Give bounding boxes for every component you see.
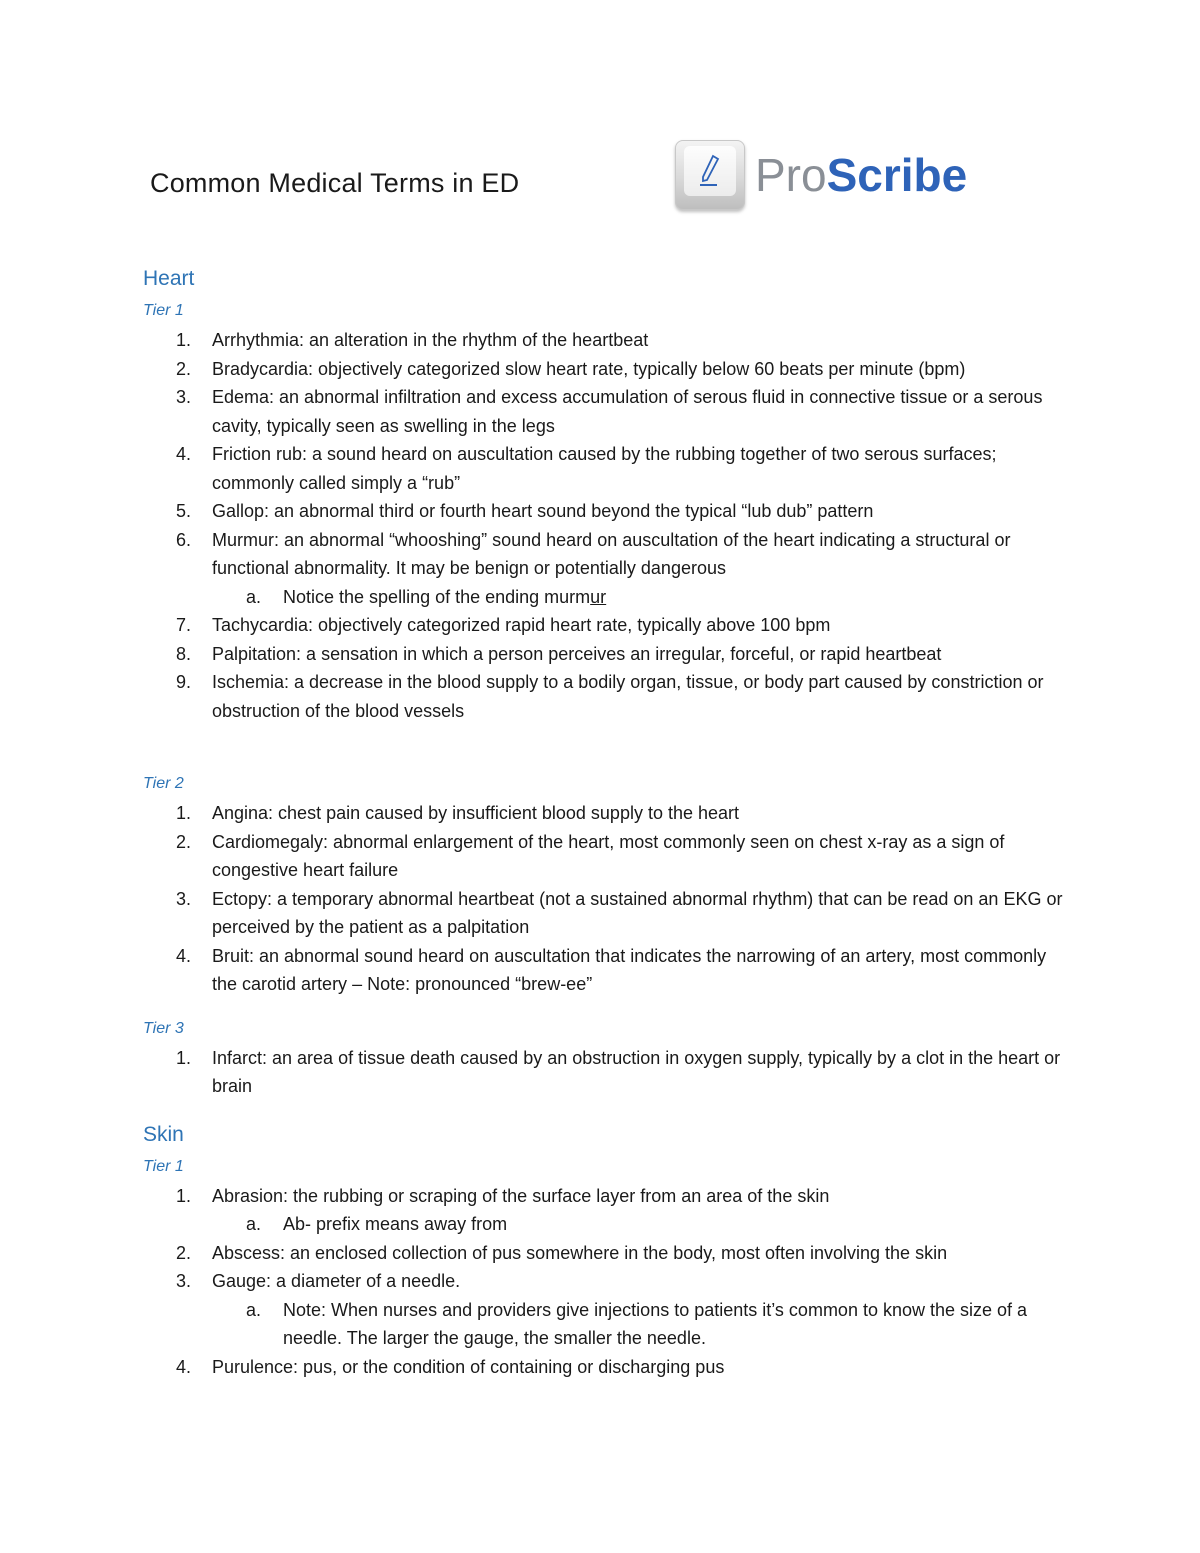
term-list	[143, 326, 1063, 725]
item-text: Gallop: an abnormal third or fourth heart sound beyond the typical “lub dub” pattern	[212, 501, 874, 521]
item-number: 2.	[176, 1242, 192, 1263]
list-item	[143, 526, 1063, 612]
list-item	[143, 1239, 1063, 1268]
pen-key-icon	[675, 140, 745, 210]
sub-item-text: Notice the spelling of the ending murm	[283, 586, 591, 607]
term-list	[143, 799, 1063, 999]
logo-scribe: Scribe	[826, 149, 968, 201]
sub-item-letter: a.	[246, 586, 262, 607]
item-number: 6.	[176, 529, 192, 550]
list-item	[143, 355, 1063, 384]
sub-item-letter: a.	[246, 1214, 262, 1234]
item-number: 8.	[176, 643, 192, 664]
logo-wordmark	[755, 150, 967, 200]
section-heading-heart: Heart	[143, 267, 195, 290]
item-number: 1.	[176, 803, 192, 823]
tier-label: Tier 1	[143, 302, 184, 319]
term-list	[143, 1182, 1063, 1382]
item-number: 4.	[176, 444, 192, 464]
item-number: 4.	[176, 945, 192, 966]
sub-item-text: Ab- prefix means away from	[283, 1214, 508, 1234]
sub-list	[212, 1296, 1063, 1353]
tier-label: Tier 2	[143, 775, 184, 792]
item-text: Ischemia: a decrease in the blood supply to a bodily organ, tissue, or body part caused by constriction or obstruction of the blood vessels	[212, 672, 1044, 721]
item-text: Palpitation: a sensation in which a person perceives an irregular, forceful, or rapid heartbeat	[212, 643, 942, 664]
sub-list-item	[143, 583, 1063, 612]
list-item	[143, 1044, 1063, 1101]
document-header	[150, 140, 1050, 220]
tier-label: Tier 1	[143, 1157, 184, 1175]
list-item	[143, 640, 1063, 669]
item-number: 2.	[176, 358, 192, 379]
item-text: Cardiomegaly: abnormal enlargement of the heart, most commonly seen on chest x-ray as a sign of congestive heart failure	[212, 831, 1005, 880]
item-text: Infarct: an area of tissue death caused by an obstruction in oxygen supply, typically by a clot in the heart or brain	[212, 1047, 1061, 1096]
item-text: Bruit: an abnormal sound heard on auscultation that indicates the narrowing of an artery, most commonly the carotid artery – Note: pronounced “brew-ee”	[212, 945, 1047, 994]
sub-item-text: Note: When nurses and providers give injections to patients it’s common to know the size of a needle. The larger the gauge, the smaller the needle.	[283, 1299, 1028, 1348]
item-text: Murmur: an abnormal “whooshing” sound heard on auscultation of the heart indicating a structural or functional abnormality. It may be benign or potentially dangerous	[212, 529, 1011, 578]
sub-list-item	[143, 1210, 1063, 1239]
item-text: Angina: chest pain caused by insufficient blood supply to the heart	[212, 803, 740, 823]
item-text: Gauge: a diameter of a needle.	[212, 1271, 461, 1291]
item-number: 7.	[176, 615, 192, 635]
list-item	[143, 326, 1063, 355]
item-text: Bradycardia: objectively categorized slow heart rate, typically below 60 beats per minute (bpm)	[212, 358, 966, 379]
sub-item-letter: a.	[246, 1299, 262, 1320]
item-text: Tachycardia: objectively categorized rapid heart rate, typically above 100 bpm	[212, 615, 831, 635]
item-number: 1.	[176, 1047, 192, 1068]
list-item	[143, 668, 1063, 725]
list-item	[143, 497, 1063, 526]
item-number: 2.	[176, 831, 192, 852]
underlined-text: ur	[590, 586, 607, 607]
item-text: Friction rub: a sound heard on auscultation caused by the rubbing together of two serous surfaces; commonly called simply a “rub”	[212, 444, 997, 493]
list-item	[143, 1267, 1063, 1353]
item-number: 4.	[176, 1356, 192, 1377]
item-text: Arrhythmia: an alteration in the rhythm of the heartbeat	[212, 330, 649, 350]
proscribe-logo	[675, 140, 1005, 212]
list-item	[143, 440, 1063, 497]
item-number: 5.	[176, 501, 192, 521]
list-item	[143, 799, 1063, 828]
item-number: 3.	[176, 1271, 192, 1291]
section-heading-skin: Skin	[143, 1122, 184, 1146]
list-item	[143, 1182, 1063, 1239]
item-number: 9.	[176, 672, 192, 692]
item-number: 1.	[176, 1185, 192, 1206]
list-item	[143, 1353, 1063, 1382]
logo-pro: Pro	[755, 149, 827, 201]
document-body	[143, 262, 1063, 1381]
list-item	[143, 611, 1063, 640]
item-text: Purulence: pus, or the condition of containing or discharging pus	[212, 1356, 725, 1377]
item-number: 1.	[176, 330, 192, 350]
list-item	[143, 383, 1063, 440]
item-text: Ectopy: a temporary abnormal heartbeat (not a sustained abnormal rhythm) that can be read on an EKG or perceived by the patient as a palpitation	[212, 888, 1063, 937]
tier-label: Tier 3	[143, 1019, 184, 1037]
list-item	[143, 942, 1063, 999]
sub-list	[212, 583, 1063, 612]
list-item	[143, 885, 1063, 942]
item-number: 3.	[176, 387, 192, 407]
document-title: Common Medical Terms in ED	[150, 168, 520, 198]
sub-list	[212, 1210, 1063, 1239]
item-text: Edema: an abnormal infiltration and excess accumulation of serous fluid in connective tissue or a serous cavity, typically seen as swelling in the legs	[212, 387, 1043, 436]
term-list	[143, 1044, 1063, 1101]
sub-list-item	[143, 1296, 1063, 1353]
list-item	[143, 828, 1063, 885]
item-text: Abscess: an enclosed collection of pus somewhere in the body, most often involving the skin	[212, 1242, 948, 1263]
item-text: Abrasion: the rubbing or scraping of the surface layer from an area of the skin	[212, 1185, 830, 1206]
item-number: 3.	[176, 888, 192, 909]
